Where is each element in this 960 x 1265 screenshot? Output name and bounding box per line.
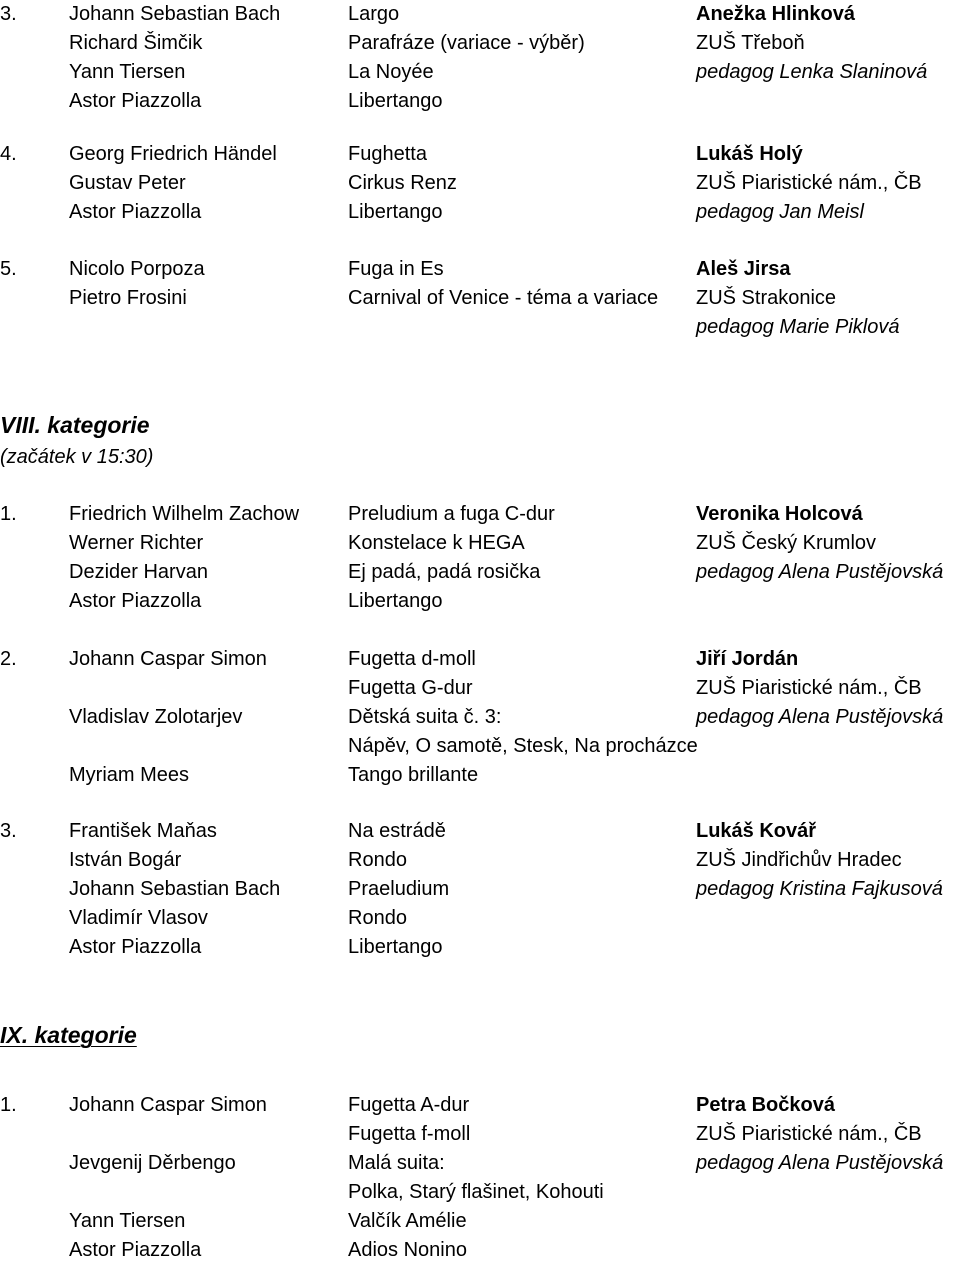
entry-line [0,703,960,732]
composer: Johann Caspar Simon [69,648,267,670]
entry-line [0,558,960,587]
piece-title: Preludium a fuga C-dur [348,503,555,525]
entry-line [0,817,960,846]
performer-name: Lukáš Holý [696,143,803,165]
piece-title: Libertango [348,935,443,958]
composer: Vladimír Vlasov [69,906,208,929]
category-viii-heading: VIII. kategorie [0,412,150,438]
composer: Myriam Mees [69,763,190,786]
composer: František Maňas [69,820,217,842]
entry-line [0,674,960,703]
piece-title: Ej padá, padá rosička [348,560,541,583]
school-name: ZUŠ Piaristické nám., ČB [696,1122,922,1145]
performer-name: Aleš Jirsa [696,258,791,280]
entry-line [0,846,960,875]
composer: Nicolo Porpoza [69,258,205,280]
teacher-name: pedagog Kristina Fajkusová [696,877,943,900]
entry-line [0,1178,960,1207]
teacher-name: pedagog Jan Meisl [696,200,864,223]
piece-title: Valčík Amélie [348,1209,467,1232]
composer: Astor Piazzolla [69,200,202,223]
school-name: ZUŠ Strakonice [696,286,837,309]
piece-title: Nápěv, O samotě, Stesk, Na procházce [348,734,698,757]
piece-title: Fugetta G-dur [348,676,473,699]
entry-line [0,1120,960,1149]
entry-line [0,645,960,674]
composer: Gustav Peter [69,171,186,194]
piece-title: Rondo [348,906,407,929]
entry-line [0,732,960,761]
composer: Werner Richter [69,531,204,554]
entry-line [0,1207,960,1236]
piece-title: Fughetta [348,143,427,165]
entry-line [0,1149,960,1178]
piece-title: Carnival of Venice - téma a variace [348,286,659,309]
composer: Astor Piazzolla [69,1238,202,1261]
piece-title: La Noyée [348,60,434,83]
piece-title: Parafráze (variace - výběr) [348,31,585,54]
performer-name: Veronika Holcová [696,503,863,525]
piece-title: Fugetta A-dur [348,1094,470,1116]
composer: Astor Piazzolla [69,589,202,612]
entry-line [0,313,960,342]
entry-number: 5. [0,258,17,280]
entry-number: 4. [0,143,17,165]
entry-line [0,0,960,29]
composer: Yann Tiersen [69,1209,186,1232]
school-name: ZUŠ Český Krumlov [696,531,877,554]
piece-title: Libertango [348,589,443,612]
piece-title: Libertango [348,200,443,223]
piece-title: Largo [348,3,400,25]
piece-title: Dětská suita č. 3: [348,705,502,728]
composer: Pietro Frosini [69,286,187,309]
composer: Dezider Harvan [69,560,208,583]
performer-name: Anežka Hlinková [696,3,855,25]
composer: Astor Piazzolla [69,89,202,112]
school-name: ZUŠ Jindřichův Hradec [696,848,902,871]
performer-name: Petra Bočková [696,1094,835,1116]
composer: Johann Sebastian Bach [69,877,281,900]
composer: Astor Piazzolla [69,935,202,958]
teacher-name: pedagog Marie Piklová [696,315,900,338]
piece-title: Fugetta d-moll [348,648,476,670]
entry-line [0,904,960,933]
piece-title: Malá suita: [348,1151,445,1174]
composer: Friedrich Wilhelm Zachow [69,503,300,525]
piece-title: Cirkus Renz [348,171,457,194]
composer: Yann Tiersen [69,60,186,83]
entry-line [0,29,960,58]
category-viii-start-time: (začátek v 15:30) [0,446,154,468]
category-ix-heading: IX. kategorie [0,1022,137,1048]
piece-title: Adios Nonino [348,1238,467,1261]
entry-line [0,140,960,169]
entry-number: 2. [0,648,17,670]
entry-line [0,255,960,284]
piece-title: Fuga in Es [348,258,444,280]
entry-line [0,529,960,558]
entry-line [0,169,960,198]
entry-line [0,587,960,616]
teacher-name: pedagog Alena Pustějovská [696,1151,944,1174]
composer: Jevgenij Děrbengo [69,1151,236,1174]
entry-number: 1. [0,1094,17,1116]
entry-line [0,1236,960,1265]
entry-line [0,58,960,87]
piece-title: Polka, Starý flašinet, Kohouti [348,1180,604,1203]
piece-title: Libertango [348,89,443,112]
entry-number: 3. [0,3,17,25]
performer-name: Jiří Jordán [696,648,799,670]
entry-line [0,198,960,227]
entry-line [0,761,960,790]
entry-number: 3. [0,820,17,842]
teacher-name: pedagog Alena Pustějovská [696,560,944,583]
composer: Richard Šimčik [69,31,203,54]
entry-line [0,500,960,529]
piece-title: Fugetta f-moll [348,1122,471,1145]
composer: Vladislav Zolotarjev [69,705,243,728]
school-name: ZUŠ Piaristické nám., ČB [696,171,922,194]
school-name: ZUŠ Třeboň [696,31,805,54]
piece-title: Na estrádě [348,820,446,842]
composer: István Bogár [69,848,182,871]
entry-line [0,875,960,904]
teacher-name: pedagog Lenka Slaninová [696,60,928,83]
school-name: ZUŠ Piaristické nám., ČB [696,676,922,699]
piece-title: Praeludium [348,877,450,900]
piece-title: Tango brillante [348,763,479,786]
entry-line [0,1091,960,1120]
composer: Georg Friedrich Händel [69,143,277,165]
teacher-name: pedagog Alena Pustějovská [696,705,944,728]
entry-line [0,933,960,962]
piece-title: Konstelace k HEGA [348,531,525,554]
composer: Johann Caspar Simon [69,1094,267,1116]
performer-name: Lukáš Kovář [696,820,817,842]
entry-line [0,87,960,116]
entry-line [0,284,960,313]
piece-title: Rondo [348,848,407,871]
composer: Johann Sebastian Bach [69,3,281,25]
entry-number: 1. [0,503,17,525]
